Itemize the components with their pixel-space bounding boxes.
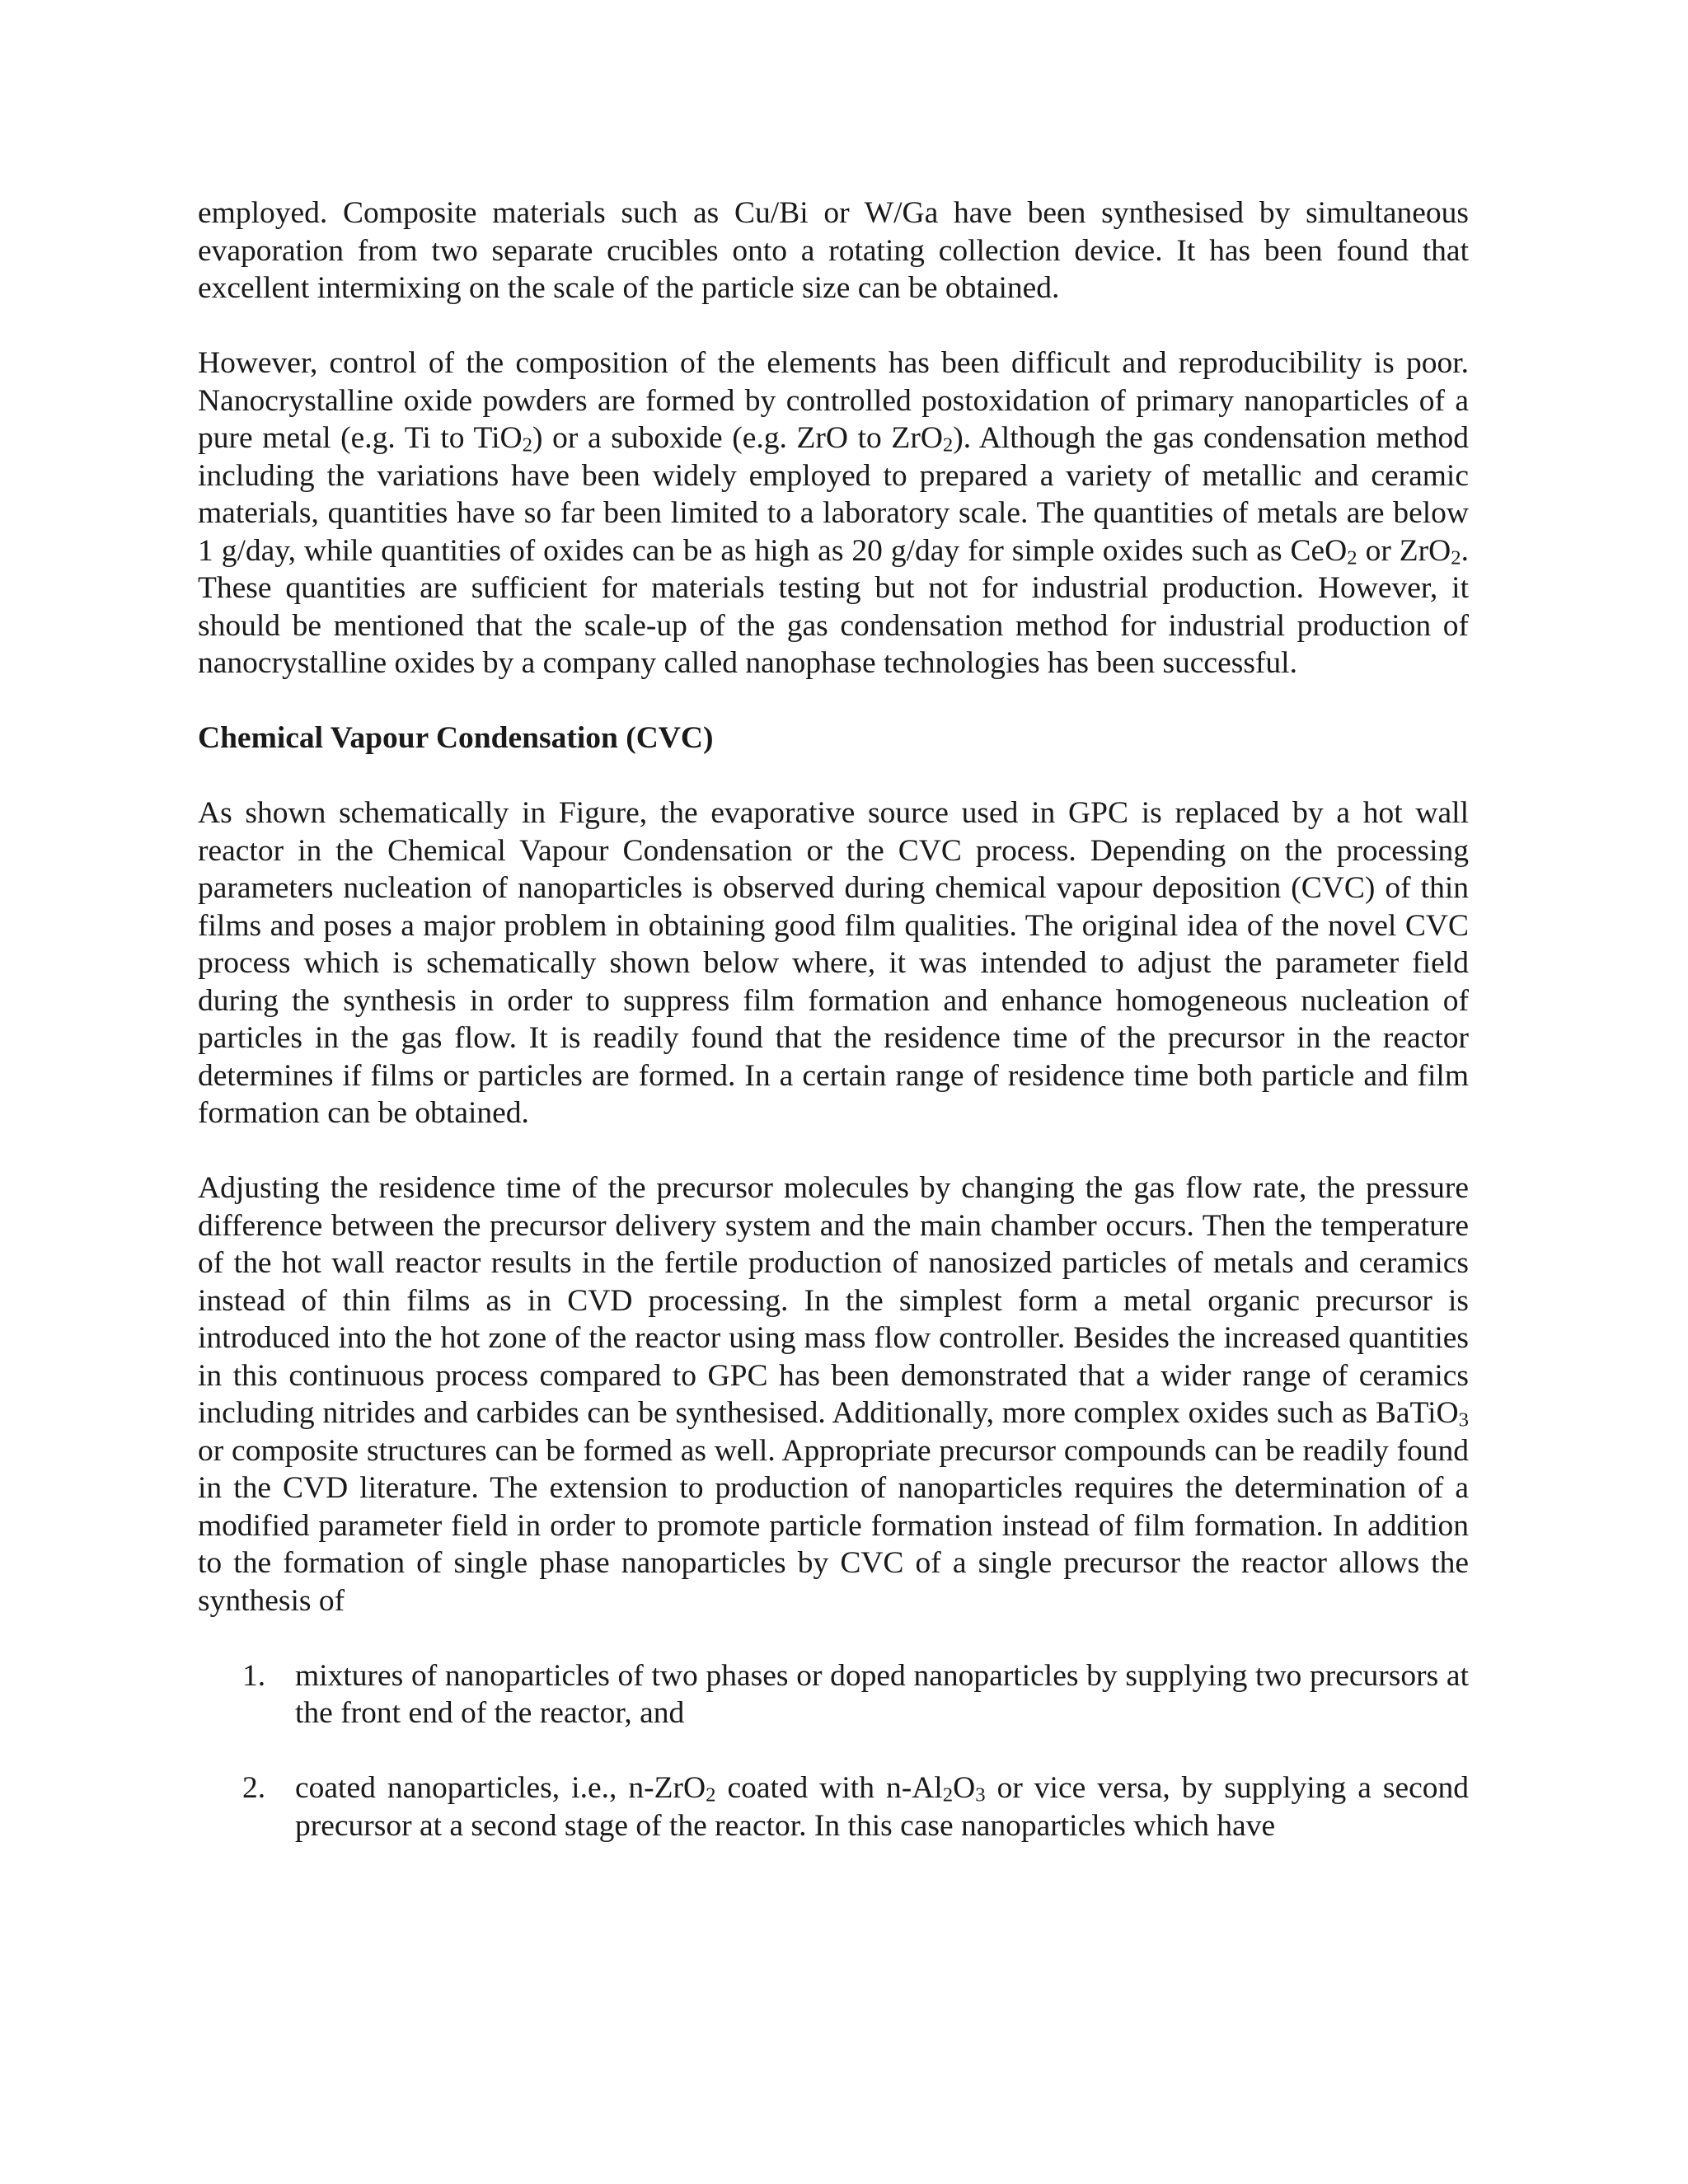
list-item-text: O xyxy=(953,1771,976,1805)
paragraph-oxide-powders xyxy=(198,344,1469,682)
list-item-text: coated nanoparticles, i.e., n-ZrO xyxy=(295,1771,706,1805)
list-item-text: coated with n-Al xyxy=(715,1771,943,1805)
paragraph-text: ). Although the gas condensation method including the variations have been widely employed to prepared a variety of metallic and ceramic materials, quantities have so far been limited to a laboratory scale. The quantities of metals are below 1 g/day, while quantities of oxides can be as high as 20 g/day for simple oxides such as CeO xyxy=(198,421,1470,568)
subscript: 3 xyxy=(975,1783,986,1807)
list-number: 1. xyxy=(242,1658,266,1693)
paragraph-text: or composite structures can be formed as well. Appropriate precursor compounds can be readily found in the CVD literature. The extension to production of nanoparticles requires the determination of a modified parameter field in order to promote particle formation instead of film formation. In addition to the formation of single phase nanoparticles by CVC of a single precursor the reactor allows the synthesis of xyxy=(198,1433,1469,1618)
paragraph-text: Adjusting the residence time of the precursor molecules by changing the gas flow rate, the pressure difference between the precursor delivery system and the main chamber occurs. Then the temperature of the hot wall reactor results in the fertile production of nanosized particles of metals and ceramics instead of thin films as in CVD processing. In the simplest form a metal organic precursor is introduced into the hot zone of the reactor using mass flow controller. Besides the increased quantities in this continuous process compared to GPC has been demonstrated that a wider range of ceramics including nitrides and carbides can be synthesised. Additionally, more complex oxides such as BaTiO xyxy=(198,1171,1469,1430)
paragraph-text: As shown schematically in Figure, the evaporative source used in GPC is replaced by a hot wall reactor in the Chemical Vapour Condensation or the CVC process. Depending on the processing parameters nucleation of nanoparticles is observed during chemical vapour deposition (CVC) of thin films and poses a major problem in obtaining good film qualities. The original idea of the novel CVC process which is schematically shown below where, it was intended to adjust the parameter field during the synthesis in order to suppress film formation and enhance homogeneous nucleation of particles in the gas flow. It is readily found that the residence time of the precursor in the reactor determines if films or particles are formed. In a certain range of residence time both particle and film formation can be obtained. xyxy=(198,796,1469,1130)
paragraph-composite-materials xyxy=(198,194,1469,307)
list-item-text: or vice versa, by supplying a second precursor at a second stage of the reactor. In this case nanoparticles which have xyxy=(295,1771,1469,1843)
subscript: 2 xyxy=(942,1783,954,1807)
subscript: 2 xyxy=(1451,546,1461,569)
paragraph-text: However, control of the composition of the elements has been difficult and reproducibility is poor. Nanocrystalline oxide powders are formed by controlled postoxidation of primary nanoparticles of a pure metal (e.g. Ti to TiO xyxy=(198,346,1469,455)
paragraph-residence-time xyxy=(198,1169,1469,1619)
document-page xyxy=(198,194,1469,1882)
list-item xyxy=(198,1657,1469,1732)
list-number: 2. xyxy=(242,1771,266,1805)
paragraph-text: . These quantities are sufficient for materials testing but not for industrial production. However, it should be mentioned that the scale-up of the gas condensation method for industrial production of nanocrystalline oxides by a company called nanophase technologies has been successful. xyxy=(198,533,1470,680)
section-heading: Chemical Vapour Condensation (CVC) xyxy=(198,721,714,755)
subscript: 3 xyxy=(1458,1408,1469,1432)
paragraph-text: ) or a suboxide (e.g. ZrO to ZrO xyxy=(532,421,943,455)
list-item-text: mixtures of nanoparticles of two phases or doped nanoparticles by supplying two precursors at the front end of the reactor, and xyxy=(295,1658,1469,1730)
paragraph-cvc-intro xyxy=(198,794,1469,1132)
list-item xyxy=(198,1769,1469,1844)
paragraph-text: or ZrO xyxy=(1357,533,1451,568)
subscript: 2 xyxy=(522,434,532,457)
subscript: 2 xyxy=(942,434,954,457)
numbered-list xyxy=(198,1657,1469,1845)
subscript: 2 xyxy=(1347,546,1357,569)
subscript: 2 xyxy=(706,1783,716,1807)
paragraph-text: employed. Composite materials such as Cu/Bi or W/Ga have been synthesised by simultaneous evaporation from two separate crucibles onto a rotating collection device. It has been found that excellent intermixing on the scale of the particle size can be obtained. xyxy=(198,196,1469,305)
